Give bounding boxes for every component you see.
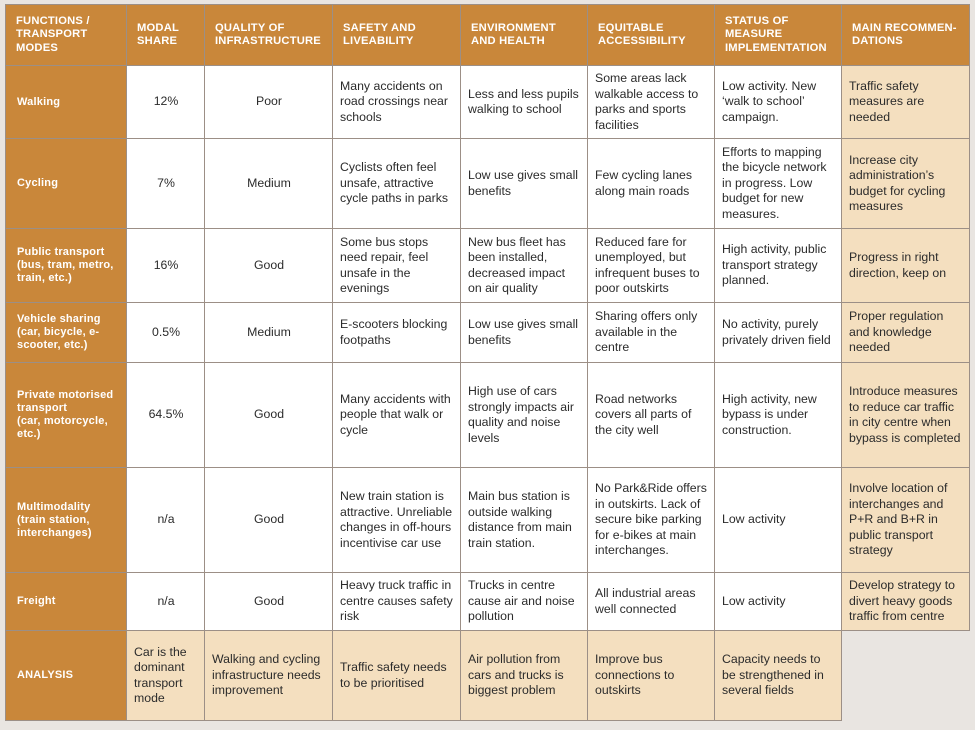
- recommendation-cell: Progress in right direction, keep on: [842, 229, 970, 303]
- header-recommendations: MAIN RECOMMEN-DATIONS: [842, 5, 970, 66]
- recommendation-cell: Increase city administration’s budget for cycling measures: [842, 139, 970, 229]
- analysis-share-cell: Car is the dominant transport mode: [127, 631, 205, 721]
- safety-cell: Many accidents on road crossings near schools: [333, 66, 461, 139]
- safety-cell: New train station is attractive. Unreliable changes in off-hours incentivise car use: [333, 468, 461, 573]
- mode-label: Multimodality: [17, 500, 91, 513]
- modal-share-cell: n/a: [127, 573, 205, 631]
- modal-share-cell: 16%: [127, 229, 205, 303]
- header-status: STATUS OF MEASURE IMPLEMENTATION: [715, 5, 842, 66]
- environment-cell: New bus fleet has been installed, decreased impact on air quality: [461, 229, 588, 303]
- accessibility-cell: All industrial areas well connected: [588, 573, 715, 631]
- recommendation-cell: Develop strategy to divert heavy goods traffic from centre: [842, 573, 970, 631]
- modal-share-cell: 64.5%: [127, 363, 205, 468]
- status-cell: Efforts to mapping the bicycle network in progress. Low budget for new measures.: [715, 139, 842, 229]
- quality-cell: Good: [205, 229, 333, 303]
- row-mode-private-motorised: [6, 363, 127, 468]
- table-row: [6, 139, 970, 229]
- table-row: [6, 573, 970, 631]
- mode-label: Private motorised transport: [17, 389, 114, 414]
- quality-cell: Poor: [205, 66, 333, 139]
- quality-cell: Good: [205, 468, 333, 573]
- analysis-quality-cell: Walking and cycling infrastructure needs improvement: [205, 631, 333, 721]
- status-cell: High activity, new bypass is under construction.: [715, 363, 842, 468]
- analysis-environment-cell: Air pollution from cars and trucks is biggest problem: [461, 631, 588, 721]
- accessibility-cell: Few cycling lanes along main roads: [588, 139, 715, 229]
- empty-cell: [842, 631, 970, 721]
- header-functions: FUNCTIONS / TRANSPORT MODES: [6, 5, 127, 66]
- modal-share-cell: 0.5%: [127, 303, 205, 363]
- analysis-safety-cell: Traffic safety needs to be prioritised: [333, 631, 461, 721]
- environment-cell: High use of cars strongly impacts air quality and noise levels: [461, 363, 588, 468]
- modal-share-cell: 12%: [127, 66, 205, 139]
- mode-label: Walking: [17, 95, 61, 108]
- accessibility-cell: No Park&Ride offers in outskirts. Lack of secure bike parking for e-bikes at main interchanges.: [588, 468, 715, 573]
- analysis-accessibility-cell: Improve bus connections to outskirts: [588, 631, 715, 721]
- environment-cell: Low use gives small benefits: [461, 139, 588, 229]
- safety-cell: Cyclists often feel unsafe, attractive cycle paths in parks: [333, 139, 461, 229]
- status-cell: No activity, purely privately driven field: [715, 303, 842, 363]
- recommendation-cell: Involve location of interchanges and P+R and B+R in public transport strategy: [842, 468, 970, 573]
- table-row: [6, 363, 970, 468]
- mode-sub-label: (train station, interchanges): [17, 513, 92, 539]
- accessibility-cell: Road networks covers all parts of the city well: [588, 363, 715, 468]
- header-row: [6, 5, 970, 66]
- mode-sub-label: (car, bicycle, e-scooter, etc.): [17, 326, 100, 351]
- modal-share-cell: 7%: [127, 139, 205, 229]
- mode-sub-label: (car, motorcycle, etc.): [17, 415, 108, 440]
- status-cell: Low activity: [715, 573, 842, 631]
- quality-cell: Medium: [205, 303, 333, 363]
- analysis-status-cell: Capacity needs to be strengthened in several fields: [715, 631, 842, 721]
- quality-cell: Good: [205, 363, 333, 468]
- row-mode-freight: [6, 573, 127, 631]
- modal-share-cell: n/a: [127, 468, 205, 573]
- table-row: [6, 303, 970, 363]
- analysis-label: ANALYSIS: [6, 631, 127, 721]
- mode-label: Cycling: [17, 177, 59, 189]
- environment-cell: Low use gives small benefits: [461, 303, 588, 363]
- safety-cell: E-scooters blocking footpaths: [333, 303, 461, 363]
- quality-cell: Good: [205, 573, 333, 631]
- accessibility-cell: Some areas lack walkable access to parks and sports facilities: [588, 66, 715, 139]
- accessibility-cell: Reduced fare for unemployed, but infrequent buses to poor outskirts: [588, 229, 715, 303]
- analysis-row: [6, 631, 970, 721]
- header-environment: ENVIRONMENT AND HEALTH: [461, 5, 588, 66]
- header-safety: SAFETY AND LIVEABILITY: [333, 5, 461, 66]
- row-mode-vehicle-sharing: [6, 303, 127, 363]
- recommendation-cell: Proper regulation and knowledge needed: [842, 303, 970, 363]
- table-row: [6, 468, 970, 573]
- header-quality: QUALITY OF INFRASTRUCTURE: [205, 5, 333, 66]
- row-mode-walking: [6, 66, 127, 139]
- quality-cell: Medium: [205, 139, 333, 229]
- transport-assessment-table: [5, 4, 970, 721]
- header-accessibility: EQUITABLE ACCESSIBILITY: [588, 5, 715, 66]
- table-row: [6, 229, 970, 303]
- table-row: [6, 66, 970, 139]
- status-cell: Low activity: [715, 468, 842, 573]
- row-mode-multimodality: [6, 468, 127, 573]
- mode-label: Freight: [17, 595, 56, 607]
- mode-label: Vehicle sharing: [17, 313, 101, 325]
- environment-cell: Less and less pupils walking to school: [461, 66, 588, 139]
- safety-cell: Heavy truck traffic in centre causes safety risk: [333, 573, 461, 631]
- environment-cell: Main bus station is outside walking distance from main train station.: [461, 468, 588, 573]
- status-cell: High activity, public transport strategy planned.: [715, 229, 842, 303]
- environment-cell: Trucks in centre cause air and noise pollution: [461, 573, 588, 631]
- recommendation-cell: Introduce measures to reduce car traffic in city centre when bypass is completed: [842, 363, 970, 468]
- row-mode-cycling: [6, 139, 127, 229]
- mode-label: Public transport: [17, 246, 105, 258]
- mode-sub-label: (bus, tram, metro, train, etc.): [17, 259, 114, 284]
- header-modal-share: MODAL SHARE: [127, 5, 205, 66]
- safety-cell: Some bus stops need repair, feel unsafe in the evenings: [333, 229, 461, 303]
- accessibility-cell: Sharing offers only available in the centre: [588, 303, 715, 363]
- row-mode-public-transport: [6, 229, 127, 303]
- recommendation-cell: Traffic safety measures are needed: [842, 66, 970, 139]
- status-cell: Low activity. New ‘walk to school’ campaign.: [715, 66, 842, 139]
- safety-cell: Many accidents with people that walk or cycle: [333, 363, 461, 468]
